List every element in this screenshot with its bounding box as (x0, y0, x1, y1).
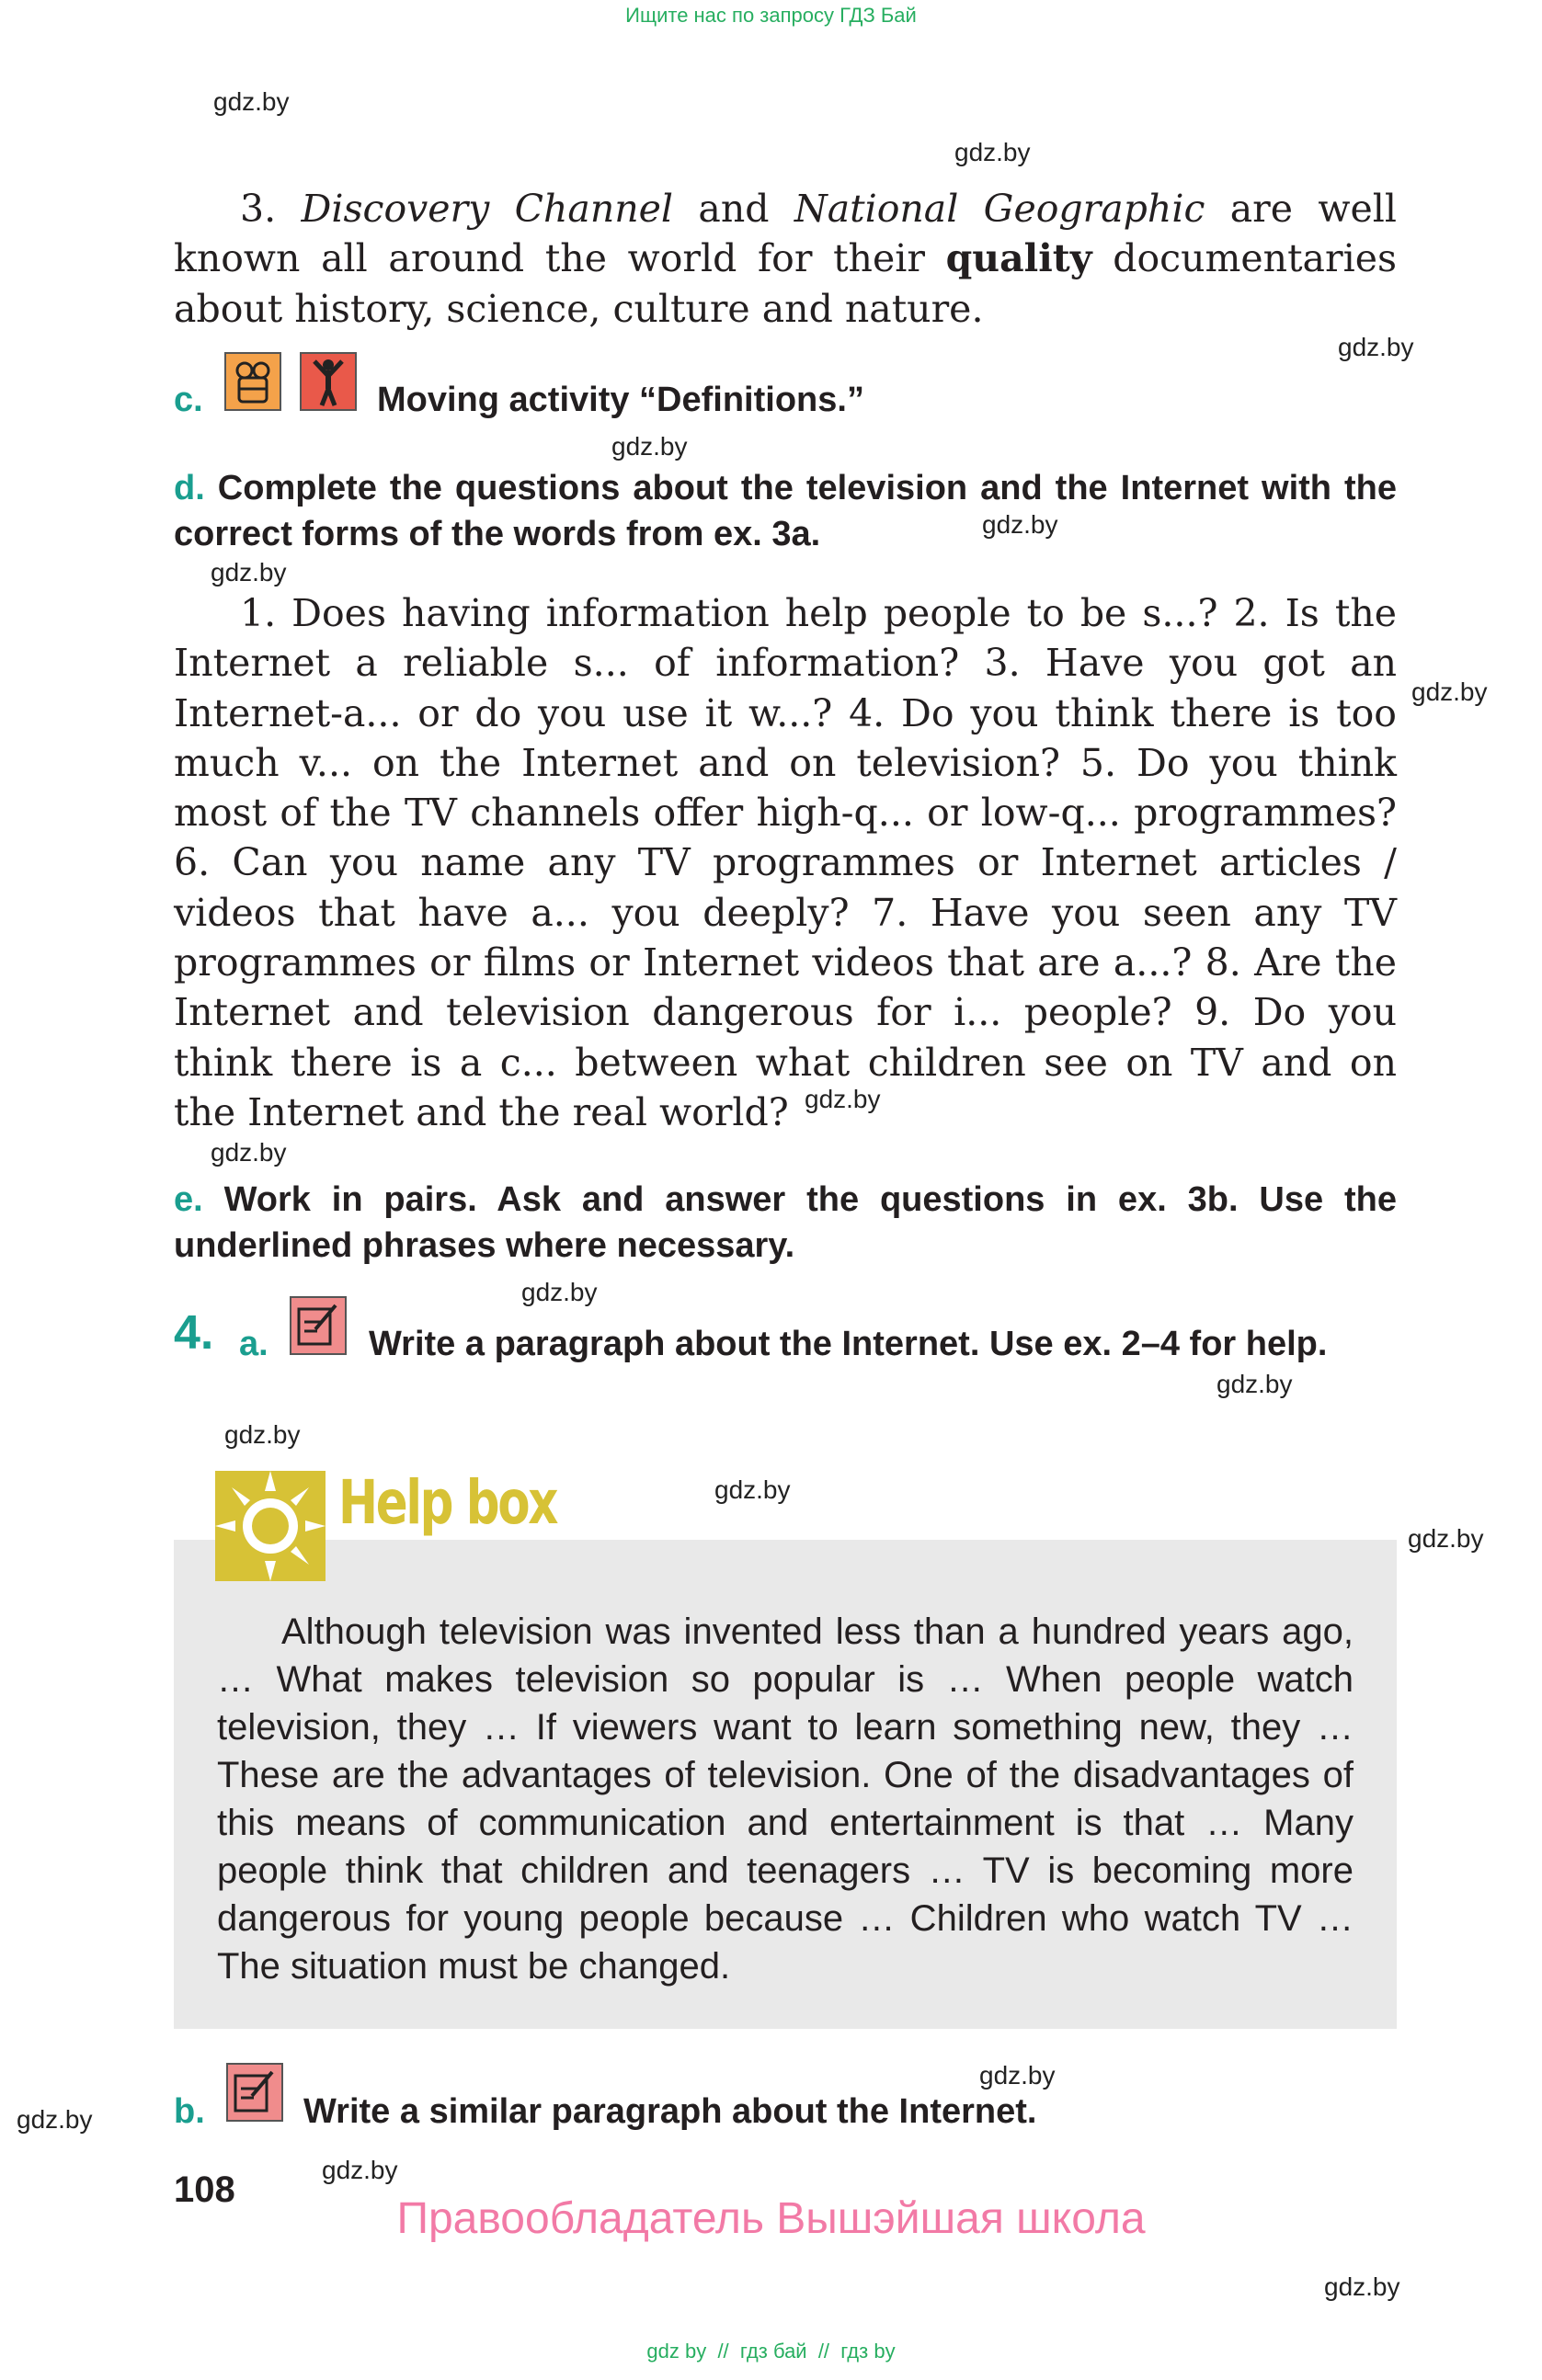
exercise-number: 4. (174, 1306, 214, 1360)
questions-paragraph: 1. Does having information help people to be s...? 2. Is the Internet a reliable s... of information? 3. Have you got an Internet-a... or do you use it w...? 4. Do you think there is too much v... on the Internet and on television? 5. Do you think most of the TV channels offer high-q... or low-q... programmes? 6. Can you name any TV programmes or Internet articles / videos that have a... you deeply? 7. Have you seen any TV programmes or films or Internet videos that are a...? 8. Are the Internet and television dangerous for i... people? 9. Do you think there is a c... between what children see on TV and on the Internet and the real world? (174, 591, 1397, 1134)
item-3-paragraph: 3. Discovery Channel and National Geographic are well known all around the world for their quality documentaries about history, science, culture and nature. (174, 187, 1397, 331)
task-d: d. Complete the questions about the television and the Internet with the correct forms of the words from ex. 3a. (174, 469, 1398, 553)
watermark: gdz.by (1338, 333, 1414, 361)
watermark: gdz.by (1408, 1524, 1484, 1553)
writing-icon (226, 2063, 283, 2122)
watermark: gdz.by (17, 2105, 93, 2134)
task-c-letter: c. (174, 381, 203, 419)
group-work-icon (224, 352, 281, 411)
watermark: gdz.by (954, 138, 1031, 166)
task-4b-text: Write a similar paragraph about the Internet. (303, 2092, 1037, 2131)
bottom-links[interactable]: gdz by // гдз бай // гдз by (646, 2340, 896, 2363)
sun-icon (215, 1471, 326, 1581)
task-4a-letter: a. (239, 1325, 268, 1363)
watermark: gdz.by (1324, 2272, 1400, 2301)
moving-activity-icon (300, 352, 357, 411)
watermark: gdz.by (211, 1138, 287, 1167)
bold-word: quality (945, 236, 1092, 281)
task-4b-letter: b. (174, 2092, 205, 2131)
watermark: gdz.by (224, 1420, 301, 1449)
watermark: gdz.by (322, 2156, 398, 2184)
watermark: gdz.by (805, 1085, 881, 1113)
watermark: gdz.by (714, 1475, 791, 1504)
italic-title: Discovery Channel (301, 187, 674, 231)
task-c-text: Moving activity “Definitions.” (377, 381, 864, 419)
task-4a-text: Write a paragraph about the Internet. Use ex. 2–4 for help. (369, 1325, 1328, 1363)
item-number: 3. (240, 187, 277, 231)
watermark: gdz.by (979, 2061, 1056, 2090)
rights-holder: Правообладатель Вышэйшая школа (396, 2194, 1146, 2243)
watermark: gdz.by (982, 510, 1058, 539)
watermark: gdz.by (1411, 678, 1488, 706)
watermark: gdz.by (211, 558, 287, 586)
watermark: gdz.by (611, 432, 688, 461)
task-e: e. Work in pairs. Ask and answer the questions in ex. 3b. Use the underlined phrases where necessary. (174, 1180, 1397, 1265)
watermark: gdz.by (1216, 1370, 1293, 1398)
help-box-title: Help box (338, 1467, 557, 1538)
help-box-text: Although television was invented less than a hundred years ago, … What makes television so popular is … When people watch television, they … If viewers want to learn something new, they … These are the advantages of television. One of the disadvantages of this means of communication and entertainment is that … Many people think that children and teenagers … TV is becoming more dangerous for young people because … Children who watch TV … The situation must be changed. (217, 1611, 1354, 1987)
top-banner: Ищите нас по запросу ГДЗ Бай (625, 4, 917, 27)
watermark: gdz.by (213, 87, 290, 116)
italic-title: National Geographic (794, 187, 1205, 231)
watermark: gdz.by (521, 1278, 598, 1306)
page-number: 108 (174, 2169, 235, 2210)
